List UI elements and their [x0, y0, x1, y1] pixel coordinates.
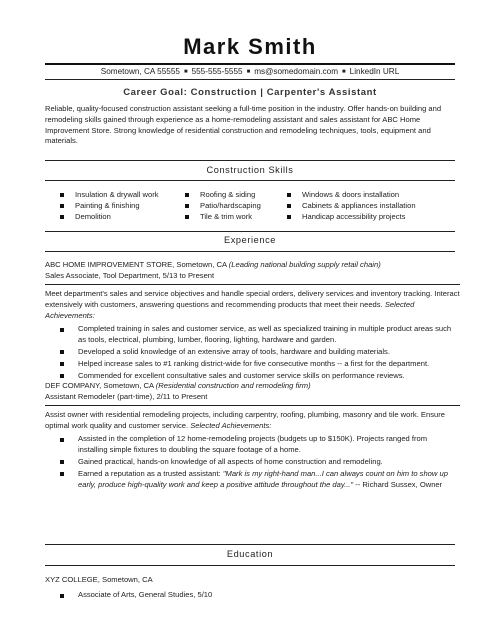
skill-item: Cabinets & appliances installation	[287, 200, 416, 211]
school-name: XYZ COLLEGE,	[45, 575, 100, 584]
job-abc-achievements	[60, 324, 455, 383]
testimonial-quote: "Mark is my right-hand man...I can always count on him to show up early, produce high-quality work and keep a positive attitude throughout the day..."	[78, 468, 448, 489]
education-entry	[45, 574, 460, 585]
job-summary-text: Meet department's sales and service objectives and handle special orders, delivery services and inventory tracking. Interact extensively with customers, answering questions and recommending products that meet their needs.	[45, 289, 460, 309]
skill-item: Tile & trim work	[185, 211, 261, 222]
job-company: DEF COMPANY,	[45, 381, 102, 390]
achievements-label: Selected Achievements:	[190, 420, 272, 430]
job-def-achievements	[60, 434, 455, 492]
job-abc	[45, 259, 460, 281]
skills-column-2	[185, 189, 261, 222]
header-bottom-rule	[45, 79, 455, 80]
experience-top-rule	[45, 231, 455, 232]
education-heading: Education	[226, 549, 274, 559]
skill-item: Roofing & siding	[185, 189, 261, 200]
skill-item: Patio/hardscaping	[185, 200, 261, 211]
job-location: Sometown, CA	[103, 381, 154, 390]
experience-bottom-rule	[45, 251, 455, 252]
skill-item: Handicap accessibility projects	[287, 211, 416, 222]
job-def-rule	[45, 405, 460, 406]
degree-name: Associate of Arts,	[78, 590, 137, 599]
degree-detail: General Studies, 5/10	[138, 590, 213, 599]
header-top-rule	[45, 63, 455, 65]
job-location: Sometown, CA	[176, 260, 227, 269]
degree-item	[60, 590, 455, 601]
education-degrees	[60, 590, 455, 602]
bullet-separator-icon: ■	[342, 69, 346, 75]
job-role-line	[45, 391, 460, 402]
achievement-item-quote	[60, 469, 455, 491]
school-line	[45, 574, 460, 585]
summary-paragraph: Reliable, quality-focused construction assistant seeking a full-time position in the industry. Offer hands-on building and remodeling skills gained through experience as a home-remodeling assistant and sales assistant for ABC Home Improvement Store. Strong knowledge of residential construction and remodeling techniques, tools, equipment and materials.	[45, 104, 442, 146]
job-company-description: (Leading national building supply retail chain)	[228, 260, 381, 269]
skills-column-3	[287, 189, 416, 222]
job-def-summary	[45, 410, 460, 432]
contact-line	[45, 67, 455, 76]
job-role: Assistant Remodeler (part-time),	[45, 392, 155, 401]
contact-location: Sometown, CA 55555	[100, 67, 180, 76]
contact-linkedin: LinkedIn URL	[349, 67, 400, 76]
achievement-item: Completed training in sales and customer service, as well as specialized training in multiple product areas such as tools, electrical, plumbing, lumber, flooring, lighting, hardware and garden.	[60, 324, 455, 346]
career-goal: Career Goal: Construction | Carpenter's Assistant	[123, 87, 377, 98]
achievement-item: Assisted in the completion of 12 home-remodeling projects (budgets up to $150K). Projects ranged from installing simple fixtures to doubling the square footage of a home.	[60, 434, 455, 456]
experience-heading: Experience	[224, 235, 276, 245]
quote-lead: Earned a reputation as a trusted assistant:	[78, 468, 221, 478]
contact-email: ms@somedomain.com	[254, 67, 339, 76]
achievement-item: Developed a solid knowledge of an extensive array of tools, hardware and building materials.	[60, 347, 455, 358]
skill-item: Painting & finishing	[60, 200, 159, 211]
job-role: Sales Associate, Tool Department,	[45, 271, 161, 280]
job-dates: 5/13 to Present	[162, 271, 215, 280]
contact-phone: 555-555-5555	[191, 67, 243, 76]
testimonial-author: -- Richard Sussex, Owner	[355, 479, 443, 489]
achievement-item: Helped increase sales to #1 ranking district-wide for five consecutive months -- a first for the department.	[60, 359, 455, 370]
job-company-line	[45, 259, 460, 270]
skill-item: Insulation & drywall work	[60, 189, 159, 200]
job-company-description: (Residential construction and remodeling firm)	[155, 381, 311, 390]
job-abc-summary	[45, 289, 460, 321]
education-bottom-rule	[45, 565, 455, 566]
skills-bottom-rule	[45, 180, 455, 181]
skills-column-1	[60, 189, 159, 222]
skill-item: Windows & doors installation	[287, 189, 416, 200]
candidate-name: Mark Smith	[183, 34, 317, 59]
job-summary-text: Assist owner with residential remodeling projects, including carpentry, roofing, plumbing, masonry and tile work. Ensure optimal work quality and customer service.	[45, 410, 445, 430]
job-dates: 2/11 to Present	[156, 392, 208, 401]
achievements-label: Selected Achievements:	[45, 299, 415, 320]
skills-top-rule	[45, 160, 455, 161]
education-top-rule	[45, 544, 455, 545]
bullet-separator-icon: ■	[183, 69, 188, 75]
bullet-separator-icon: ■	[246, 69, 251, 75]
job-abc-rule	[45, 284, 460, 285]
job-role-line	[45, 270, 460, 281]
skill-item: Demolition	[60, 211, 159, 222]
job-def	[45, 380, 460, 402]
skills-heading: Construction Skills	[206, 165, 294, 175]
job-company: ABC HOME IMPROVEMENT STORE,	[45, 260, 175, 269]
achievement-item: Gained practical, hands-on knowledge of all aspects of home construction and remodeling.	[60, 457, 455, 468]
achievement-item: Commended for excellent consultative sales and customer service skills on performance reviews.	[60, 371, 455, 382]
school-location: Sometown, CA	[102, 575, 153, 584]
job-company-line	[45, 380, 460, 391]
